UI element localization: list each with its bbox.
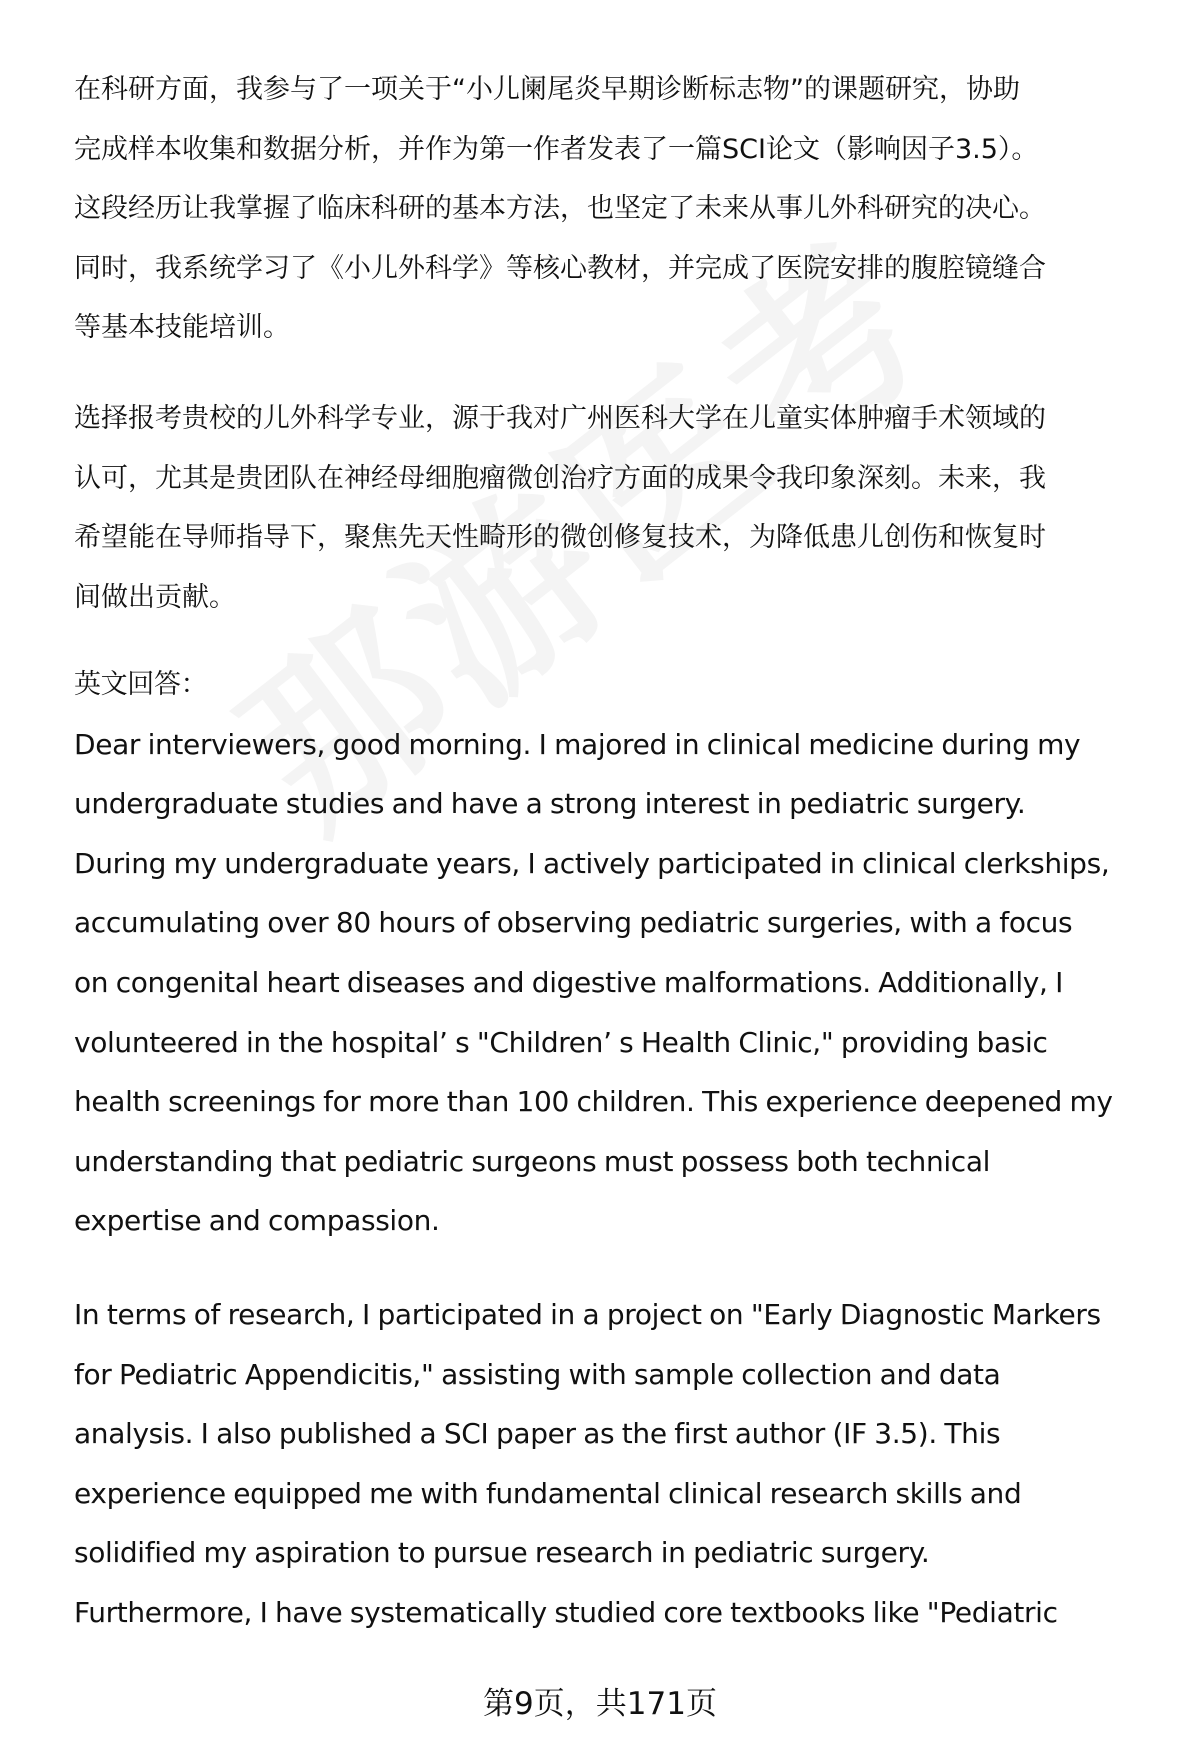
text-line: on congenital heart diseases and digestive malformations. Additionally, I [74,965,1064,999]
text-line: volunteered in the hospital’ s "Children’ s Health Clinic," providing basic [74,1025,1048,1059]
text-line: 完成样本收集和数据分析，并作为第一作者发表了一篇SCI论文（影响因子3.5）。 [74,133,1039,165]
text-line: During my undergraduate years, I actively participated in clinical clerkships, [74,846,1110,880]
text-line: 同时，我系统学习了《小儿外科学》等核心教材，并完成了医院安排的腹腔镜缝合 [74,252,1046,284]
text-line: experience equipped me with fundamental clinical research skills and [74,1476,1022,1510]
text-line: understanding that pediatric surgeons must possess both technical [74,1144,991,1178]
text-line: expertise and compassion. [74,1204,440,1238]
text-line: 希望能在导师指导下，聚焦先天性畸形的微创修复技术，为降低患儿创伤和恢复时 [74,522,1046,554]
text-line: solidified my aspiration to pursue research in pediatric surgery. [74,1536,930,1570]
paragraph-choice-cn [74,389,1154,627]
page-number: 第9页，共171页 [483,1686,717,1722]
text-line: 等基本技能培训。 [74,312,290,344]
text-line: for Pediatric Appendicitis," assisting with sample collection and data [74,1357,1001,1391]
text-line: 间做出贡献。 [74,581,236,613]
text-line: undergraduate studies and have a strong interest in pediatric surgery. [74,787,1026,821]
text-line: 在科研方面，我参与了一项关于“小儿阑尾炎早期诊断标志物”的课题研究，协助 [74,74,1020,105]
paragraph-research-en [74,1285,1154,1643]
text-line: Dear interviewers, good morning. I majored in clinical medicine during my [74,727,1081,761]
text-line: Furthermore, I have systematically studied core textbooks like "Pediatric [74,1595,1058,1629]
text-line: analysis. I also published a SCI paper as the first author (IF 3.5). This [74,1417,1001,1451]
text-line: 选择报考贵校的儿外科学专业，源于我对广州医科大学在儿童实体肿瘤手术领域的 [74,403,1046,434]
text-line: 这段经历让我掌握了临床科研的基本方法，也坚定了未来从事儿外科研究的决心。 [74,193,1046,225]
text-line: accumulating over 80 hours of observing pediatric surgeries, with a focus [74,906,1073,940]
text-line: health screenings for more than 100 children. This experience deepened my [74,1085,1113,1119]
section-heading-english-answer: 英文回答： [74,669,208,700]
text-line: 认可，尤其是贵团队在神经母细胞瘤微创治疗方面的成果令我印象深刻。未来，我 [74,462,1046,494]
paragraph-english-answer [74,655,1154,1251]
text-line: In terms of research, I participated in a project on "Early Diagnostic Markers [74,1298,1101,1331]
paragraph-research-cn [74,60,1154,358]
